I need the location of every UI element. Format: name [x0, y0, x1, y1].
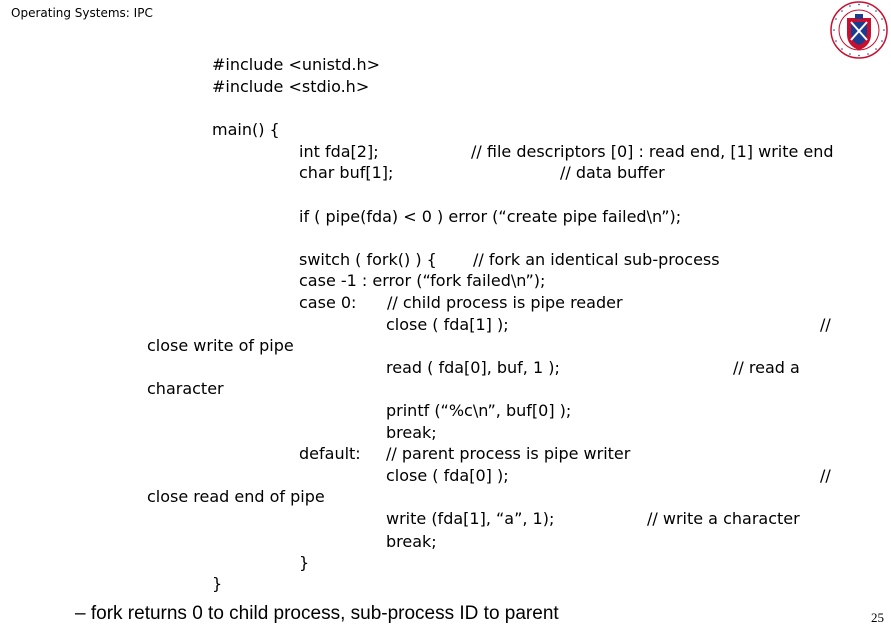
code-comment-child: // child process is pipe reader	[387, 293, 623, 312]
footer-note: – fork returns 0 to child process, sub-process ID to parent	[75, 603, 559, 624]
slide-header-title: Operating Systems: IPC	[11, 6, 153, 20]
code-comment-wrap-character: character	[147, 379, 224, 398]
code-break-2: break;	[386, 532, 437, 551]
code-decl-fda: int fda[2];	[299, 142, 379, 161]
code-switch-line: switch ( fork() ) {	[299, 250, 437, 269]
code-main-close: }	[212, 574, 223, 593]
code-comment-buf: // data buffer	[560, 163, 665, 182]
code-close-fda1: close ( fda[1] );	[386, 315, 509, 334]
code-comment-write: // write a character	[647, 509, 800, 528]
code-include-stdio: #include <stdio.h>	[212, 77, 370, 96]
code-main-open: main() {	[212, 120, 280, 139]
code-comment-slashes-1: //	[820, 315, 831, 334]
code-close-fda0: close ( fda[0] );	[386, 466, 509, 485]
code-break-1: break;	[386, 423, 437, 442]
code-printf-line: printf (“%c\n”, buf[0] );	[386, 401, 572, 420]
code-switch-close: }	[299, 553, 310, 572]
code-read-line: read ( fda[0], buf, 1 );	[386, 358, 560, 377]
code-case-0: case 0:	[299, 293, 357, 312]
code-comment-fda: // file descriptors [0] : read end, [1] write end	[471, 142, 834, 161]
code-comment-read: // read a	[733, 358, 800, 377]
code-case-minus1: case -1 : error (“fork failed\n”);	[299, 271, 546, 290]
code-comment-wrap-close-read: close read end of pipe	[147, 487, 325, 506]
code-comment-wrap-close-write: close write of pipe	[147, 336, 294, 355]
code-pipe-line: if ( pipe(fda) < 0 ) error (“create pipe failed\n”);	[299, 207, 682, 226]
university-seal-logo	[829, 0, 889, 60]
code-default-label: default:	[299, 444, 361, 463]
code-decl-buf: char buf[1];	[299, 163, 394, 182]
page-number: 25	[871, 610, 884, 625]
code-comment-slashes-2: //	[820, 466, 831, 485]
code-comment-fork: // fork an identical sub-process	[473, 250, 720, 269]
code-comment-parent: // parent process is pipe writer	[386, 444, 631, 463]
code-include-unistd: #include <unistd.h>	[212, 55, 380, 74]
code-write-line: write (fda[1], “a”, 1);	[386, 509, 555, 528]
